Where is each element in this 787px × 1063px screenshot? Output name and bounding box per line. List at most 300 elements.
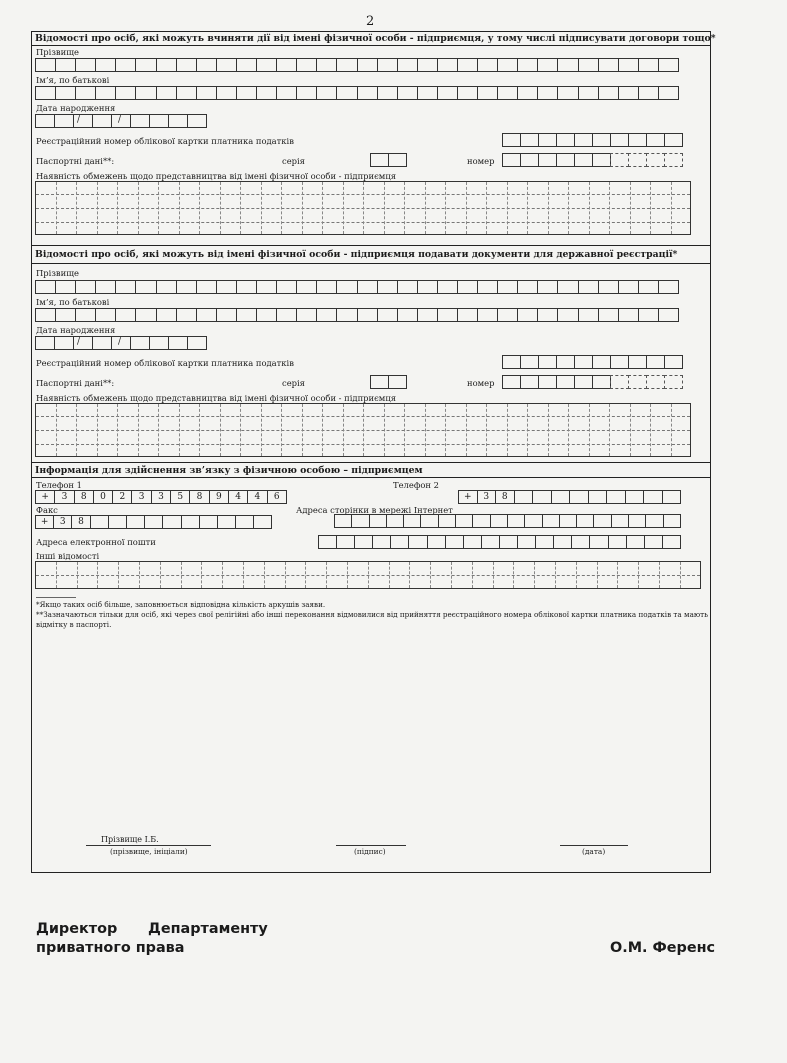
s1-name-cells[interactable] <box>35 86 679 100</box>
input-cell[interactable] <box>276 86 297 100</box>
input-cell[interactable] <box>551 490 571 504</box>
input-cell[interactable] <box>377 308 398 322</box>
input-cell[interactable] <box>135 86 156 100</box>
input-cell[interactable] <box>377 280 398 294</box>
input-cell[interactable] <box>618 86 639 100</box>
input-cell[interactable] <box>537 86 558 100</box>
s2-name-label: Ім’я, по батькові <box>36 297 110 307</box>
input-cell[interactable] <box>296 58 317 72</box>
input-cell[interactable] <box>408 535 427 549</box>
footnote-2: **Зазначаються тільки для осіб, які через свої релігійні або інші переконання відмовилися від прийняття реєстраційного номера облікової картки платника податків та мають відмітку в паспорті. <box>36 610 708 629</box>
input-cell[interactable] <box>589 535 608 549</box>
input-cell[interactable] <box>502 355 521 369</box>
input-cell[interactable] <box>557 86 578 100</box>
input-cell[interactable] <box>628 514 646 528</box>
input-cell[interactable] <box>216 58 237 72</box>
input-cell[interactable] <box>296 308 317 322</box>
input-cell[interactable] <box>95 58 116 72</box>
input-cell[interactable] <box>417 280 438 294</box>
input-cell[interactable] <box>336 86 357 100</box>
input-cell[interactable] <box>497 86 518 100</box>
input-cell[interactable] <box>75 58 96 72</box>
input-cell[interactable] <box>357 280 378 294</box>
input-cell[interactable] <box>397 308 418 322</box>
input-cell[interactable] <box>95 308 116 322</box>
input-cell[interactable] <box>638 280 659 294</box>
input-cell[interactable] <box>156 58 177 72</box>
s1-tax-label: Реєстраційний номер облікової картки платника податків <box>36 136 294 146</box>
input-cell[interactable] <box>663 514 681 528</box>
input-cell[interactable] <box>135 58 156 72</box>
input-cell[interactable] <box>592 375 611 389</box>
s1-tax-cells[interactable] <box>502 133 683 147</box>
input-cell[interactable] <box>477 86 498 100</box>
s2-tax-cells[interactable] <box>502 355 683 369</box>
input-cell[interactable] <box>538 375 557 389</box>
input-cell[interactable] <box>559 514 577 528</box>
s2-restrictions-label: Наявність обмежень щодо представництва від імені фізичної особи - підприємця <box>36 393 396 403</box>
section1-title: Відомості про осіб, які можуть вчиняти дії від імені фізичної особи - підприємця, у тому числі підписувати договори тощо* <box>35 33 716 44</box>
signature-line[interactable] <box>336 845 406 846</box>
input-cell[interactable] <box>598 58 619 72</box>
input-cell[interactable]: + <box>35 490 55 504</box>
input-cell[interactable]: 3 <box>131 490 151 504</box>
signature-caption: (підпис) <box>354 847 386 856</box>
input-cell[interactable]: 8 <box>74 490 94 504</box>
input-cell[interactable] <box>445 535 464 549</box>
input-cell[interactable]: 6 <box>267 490 287 504</box>
input-cell[interactable] <box>135 280 156 294</box>
input-cell[interactable] <box>574 153 593 167</box>
input-cell[interactable] <box>502 375 521 389</box>
s1-date-sep-2: / <box>118 115 122 125</box>
input-cell[interactable] <box>176 308 197 322</box>
input-cell[interactable] <box>316 86 337 100</box>
input-cell[interactable] <box>517 535 536 549</box>
input-cell[interactable] <box>256 86 277 100</box>
input-cell[interactable] <box>397 280 418 294</box>
input-cell[interactable] <box>334 514 352 528</box>
input-cell[interactable] <box>646 153 665 167</box>
input-cell[interactable] <box>135 308 156 322</box>
s2-surname-cells[interactable] <box>35 280 679 294</box>
s2-passport-number-cells[interactable] <box>502 375 683 389</box>
input-cell[interactable] <box>196 86 217 100</box>
input-cell[interactable] <box>588 490 608 504</box>
input-cell[interactable] <box>574 375 593 389</box>
s2-number-label: номер <box>467 378 495 388</box>
input-cell[interactable] <box>477 58 498 72</box>
input-cell[interactable] <box>497 58 518 72</box>
date-line[interactable] <box>560 845 628 846</box>
input-cell[interactable] <box>256 280 277 294</box>
input-cell[interactable] <box>638 308 659 322</box>
input-cell[interactable] <box>535 535 554 549</box>
s2-birth-label: Дата народження <box>36 325 116 335</box>
s1-series-cells[interactable] <box>370 153 407 167</box>
input-cell[interactable] <box>115 308 136 322</box>
input-cell[interactable] <box>481 535 500 549</box>
input-cell[interactable] <box>497 308 518 322</box>
input-cell[interactable] <box>542 514 560 528</box>
footer-signatory: О.М. Ференс <box>610 940 716 956</box>
footer-private-law: приватного права <box>36 940 185 956</box>
input-cell[interactable] <box>578 308 599 322</box>
input-cell[interactable] <box>115 58 136 72</box>
input-cell[interactable] <box>628 153 647 167</box>
input-cell[interactable] <box>199 515 218 529</box>
phone2-cells[interactable] <box>458 490 681 504</box>
input-cell[interactable] <box>520 153 539 167</box>
input-cell[interactable] <box>538 355 557 369</box>
input-cell[interactable] <box>316 308 337 322</box>
input-cell[interactable] <box>162 515 181 529</box>
email-cells[interactable] <box>318 535 681 549</box>
s2-tax-label: Реєстраційний номер облікової картки платника податків <box>36 358 294 368</box>
input-cell[interactable] <box>256 58 277 72</box>
input-cell[interactable] <box>457 280 478 294</box>
input-cell[interactable] <box>646 375 665 389</box>
input-cell[interactable] <box>606 490 626 504</box>
s1-birth-label: Дата народження <box>36 103 116 113</box>
input-cell[interactable] <box>507 514 525 528</box>
input-cell[interactable] <box>574 355 593 369</box>
input-cell[interactable] <box>196 58 217 72</box>
input-cell[interactable] <box>377 86 398 100</box>
input-cell[interactable] <box>578 58 599 72</box>
input-cell[interactable] <box>95 86 116 100</box>
input-cell[interactable] <box>377 58 398 72</box>
input-cell[interactable] <box>610 355 629 369</box>
input-cell[interactable] <box>35 280 56 294</box>
s2-date-sep-2: / <box>118 337 122 347</box>
input-cell[interactable] <box>235 515 254 529</box>
input-cell[interactable]: 3 <box>151 490 171 504</box>
input-cell[interactable] <box>598 280 619 294</box>
input-cell[interactable] <box>520 133 539 147</box>
input-cell[interactable] <box>176 86 197 100</box>
input-cell[interactable] <box>576 514 594 528</box>
input-cell[interactable] <box>417 308 438 322</box>
input-cell[interactable] <box>643 490 663 504</box>
input-cell[interactable] <box>646 355 665 369</box>
input-cell[interactable] <box>427 535 446 549</box>
input-cell[interactable] <box>537 308 558 322</box>
input-cell[interactable]: 8 <box>189 490 209 504</box>
s1-passport-label: Паспортні дані**: <box>36 156 115 166</box>
input-cell[interactable] <box>658 280 679 294</box>
input-cell[interactable] <box>625 490 645 504</box>
input-cell[interactable] <box>276 280 297 294</box>
input-cell[interactable] <box>556 375 575 389</box>
input-cell[interactable] <box>499 535 518 549</box>
input-cell[interactable] <box>592 355 611 369</box>
input-cell[interactable]: 8 <box>71 515 90 529</box>
input-cell[interactable] <box>593 514 611 528</box>
input-cell[interactable] <box>236 58 257 72</box>
input-cell[interactable] <box>181 515 200 529</box>
input-cell[interactable] <box>664 375 683 389</box>
input-cell[interactable] <box>477 280 498 294</box>
input-cell[interactable] <box>216 308 237 322</box>
input-cell[interactable] <box>336 280 357 294</box>
input-cell[interactable] <box>455 514 473 528</box>
s1-date-sep-1: / <box>77 115 81 125</box>
input-cell[interactable] <box>644 535 663 549</box>
input-cell[interactable]: 2 <box>112 490 132 504</box>
input-cell[interactable] <box>569 490 589 504</box>
input-cell[interactable] <box>156 86 177 100</box>
input-cell[interactable] <box>420 514 438 528</box>
input-cell[interactable] <box>253 515 272 529</box>
s1-restrictions-label: Наявність обмежень щодо представництва від імені фізичної особи - підприємця <box>36 171 396 181</box>
input-cell[interactable] <box>372 535 391 549</box>
signer-name-caption: (прізвище, ініціали) <box>110 847 188 856</box>
section3-title: Інформація для здійснення зв’язку з фізичною особою – підприємцем <box>35 465 423 476</box>
input-cell[interactable] <box>517 280 538 294</box>
input-cell[interactable] <box>662 535 681 549</box>
input-cell[interactable] <box>532 490 552 504</box>
input-cell[interactable]: 8 <box>495 490 515 504</box>
input-cell[interactable] <box>502 133 521 147</box>
input-cell[interactable]: 5 <box>170 490 190 504</box>
input-cell[interactable] <box>176 58 197 72</box>
input-cell[interactable] <box>390 535 409 549</box>
input-cell[interactable] <box>664 153 683 167</box>
input-cell[interactable] <box>553 535 572 549</box>
input-cell[interactable] <box>598 86 619 100</box>
input-cell[interactable] <box>477 308 498 322</box>
input-cell[interactable] <box>457 58 478 72</box>
input-cell[interactable] <box>638 86 659 100</box>
input-cell[interactable] <box>578 86 599 100</box>
input-cell[interactable] <box>538 133 557 147</box>
input-cell[interactable] <box>517 58 538 72</box>
input-cell[interactable] <box>357 86 378 100</box>
input-cell[interactable] <box>354 535 373 549</box>
input-cell[interactable] <box>397 58 418 72</box>
input-cell[interactable] <box>472 514 490 528</box>
input-cell[interactable]: + <box>458 490 478 504</box>
input-cell[interactable] <box>55 58 76 72</box>
input-cell[interactable] <box>35 86 56 100</box>
input-cell[interactable] <box>351 514 369 528</box>
input-cell[interactable] <box>628 355 647 369</box>
input-cell[interactable] <box>217 515 236 529</box>
input-cell[interactable] <box>457 308 478 322</box>
s2-series-cells[interactable] <box>370 375 407 389</box>
input-cell[interactable] <box>556 153 575 167</box>
input-cell[interactable] <box>610 153 629 167</box>
input-cell[interactable] <box>557 58 578 72</box>
web-address-cells[interactable] <box>334 514 681 528</box>
input-cell[interactable] <box>90 515 109 529</box>
footer-department: Департаменту <box>148 921 268 937</box>
input-cell[interactable]: 9 <box>209 490 229 504</box>
input-cell[interactable] <box>514 490 534 504</box>
input-cell[interactable] <box>626 535 645 549</box>
input-cell[interactable] <box>75 280 96 294</box>
input-cell[interactable] <box>557 280 578 294</box>
input-cell[interactable] <box>520 355 539 369</box>
input-cell[interactable] <box>156 280 177 294</box>
input-cell[interactable] <box>216 280 237 294</box>
input-cell[interactable] <box>156 308 177 322</box>
input-cell[interactable] <box>608 535 627 549</box>
input-cell[interactable] <box>126 515 145 529</box>
input-cell[interactable] <box>610 133 629 147</box>
input-cell[interactable] <box>336 535 355 549</box>
input-cell[interactable] <box>618 58 639 72</box>
s2-name-cells[interactable] <box>35 308 679 322</box>
input-cell[interactable] <box>318 535 337 549</box>
input-cell[interactable] <box>538 153 557 167</box>
web-label: Адреса сторінки в мережі Інтернет <box>296 505 453 515</box>
input-cell[interactable]: 3 <box>477 490 497 504</box>
s2-surname-label: Прізвище <box>36 268 79 278</box>
input-cell[interactable] <box>144 515 163 529</box>
input-cell[interactable]: 4 <box>247 490 267 504</box>
input-cell[interactable] <box>592 153 611 167</box>
input-cell[interactable] <box>357 58 378 72</box>
other-label: Інші відомості <box>36 551 100 561</box>
input-cell[interactable] <box>55 86 76 100</box>
input-cell[interactable] <box>497 280 518 294</box>
input-cell[interactable] <box>108 515 127 529</box>
s1-series-label: серія <box>282 156 305 166</box>
input-cell[interactable] <box>437 308 458 322</box>
input-cell[interactable] <box>463 535 482 549</box>
input-cell[interactable] <box>618 308 639 322</box>
input-cell[interactable] <box>638 58 659 72</box>
phone2-label: Телефон 2 <box>393 480 439 490</box>
section2-title: Відомості про осіб, які можуть від імені фізичної особи - підприємця подавати документи для державної реєстрації* <box>35 249 678 260</box>
input-cell[interactable] <box>524 514 542 528</box>
input-cell[interactable] <box>490 514 508 528</box>
input-cell[interactable] <box>574 133 593 147</box>
input-cell[interactable] <box>457 86 478 100</box>
input-cell[interactable] <box>386 514 404 528</box>
input-cell[interactable] <box>296 86 317 100</box>
input-cell[interactable] <box>216 86 237 100</box>
input-cell[interactable]: 0 <box>93 490 113 504</box>
s1-passport-number-cells[interactable] <box>502 153 683 167</box>
fax-label: Факс <box>36 505 58 515</box>
input-cell[interactable] <box>196 280 217 294</box>
input-cell[interactable] <box>276 58 297 72</box>
input-cell[interactable] <box>556 355 575 369</box>
input-cell[interactable] <box>628 133 647 147</box>
input-cell[interactable] <box>502 153 521 167</box>
input-cell[interactable] <box>55 308 76 322</box>
input-cell[interactable] <box>571 535 590 549</box>
input-cell[interactable] <box>236 308 257 322</box>
input-cell[interactable] <box>115 280 136 294</box>
input-cell[interactable] <box>517 308 538 322</box>
input-cell[interactable] <box>537 280 558 294</box>
input-cell[interactable] <box>256 308 277 322</box>
input-cell[interactable] <box>664 133 683 147</box>
input-cell[interactable] <box>658 308 679 322</box>
input-cell[interactable] <box>417 58 438 72</box>
input-cell[interactable] <box>296 280 317 294</box>
input-cell[interactable] <box>115 86 136 100</box>
input-cell[interactable] <box>611 514 629 528</box>
date-caption: (дата) <box>582 847 606 856</box>
input-cell[interactable] <box>176 280 197 294</box>
input-cell[interactable] <box>645 514 663 528</box>
input-cell[interactable] <box>646 133 665 147</box>
input-cell[interactable] <box>369 514 387 528</box>
input-cell[interactable] <box>537 58 558 72</box>
input-cell[interactable] <box>628 375 647 389</box>
input-cell[interactable] <box>662 490 682 504</box>
input-cell[interactable] <box>236 280 257 294</box>
input-cell[interactable]: 3 <box>53 515 72 529</box>
input-cell[interactable] <box>618 280 639 294</box>
input-cell[interactable] <box>592 133 611 147</box>
input-cell[interactable] <box>664 355 683 369</box>
input-cell[interactable] <box>35 58 56 72</box>
input-cell[interactable] <box>437 86 458 100</box>
input-cell[interactable] <box>316 58 337 72</box>
input-cell[interactable] <box>520 375 539 389</box>
input-cell[interactable]: 3 <box>54 490 74 504</box>
input-cell[interactable] <box>557 308 578 322</box>
phone1-cells[interactable] <box>35 490 287 504</box>
input-cell[interactable] <box>437 58 458 72</box>
input-cell[interactable] <box>658 86 679 100</box>
email-label: Адреса електронної пошти <box>36 537 156 547</box>
signer-name: Прізвище І.Б. <box>101 835 159 844</box>
s1-name-label: Ім’я, по батькові <box>36 75 110 85</box>
input-cell[interactable]: 4 <box>228 490 248 504</box>
input-cell[interactable] <box>556 133 575 147</box>
input-cell[interactable] <box>658 58 679 72</box>
input-cell[interactable] <box>397 86 418 100</box>
input-cell[interactable] <box>438 514 456 528</box>
s2-date-sep-1: / <box>77 337 81 347</box>
input-cell[interactable] <box>437 280 458 294</box>
phone1-label: Телефон 1 <box>36 480 82 490</box>
input-cell[interactable] <box>35 308 56 322</box>
input-cell[interactable] <box>276 308 297 322</box>
s1-surname-cells[interactable] <box>35 58 679 72</box>
input-cell[interactable] <box>236 86 257 100</box>
input-cell[interactable] <box>578 280 599 294</box>
input-cell[interactable] <box>55 280 76 294</box>
input-cell[interactable] <box>95 280 116 294</box>
input-cell[interactable] <box>598 308 619 322</box>
input-cell[interactable] <box>403 514 421 528</box>
input-cell[interactable] <box>336 308 357 322</box>
input-cell[interactable] <box>75 308 96 322</box>
fax-cells[interactable] <box>35 515 272 529</box>
input-cell[interactable] <box>417 86 438 100</box>
input-cell[interactable] <box>336 58 357 72</box>
s1-surname-label: Прізвище <box>36 47 79 57</box>
input-cell[interactable] <box>316 280 337 294</box>
input-cell[interactable] <box>517 86 538 100</box>
input-cell[interactable]: + <box>35 515 54 529</box>
input-cell[interactable] <box>357 308 378 322</box>
input-cell[interactable] <box>75 86 96 100</box>
s2-series-label: серія <box>282 378 305 388</box>
page-number: 2 <box>366 14 375 29</box>
s2-passport-label: Паспортні дані**: <box>36 378 115 388</box>
input-cell[interactable] <box>196 308 217 322</box>
input-cell[interactable] <box>610 375 629 389</box>
